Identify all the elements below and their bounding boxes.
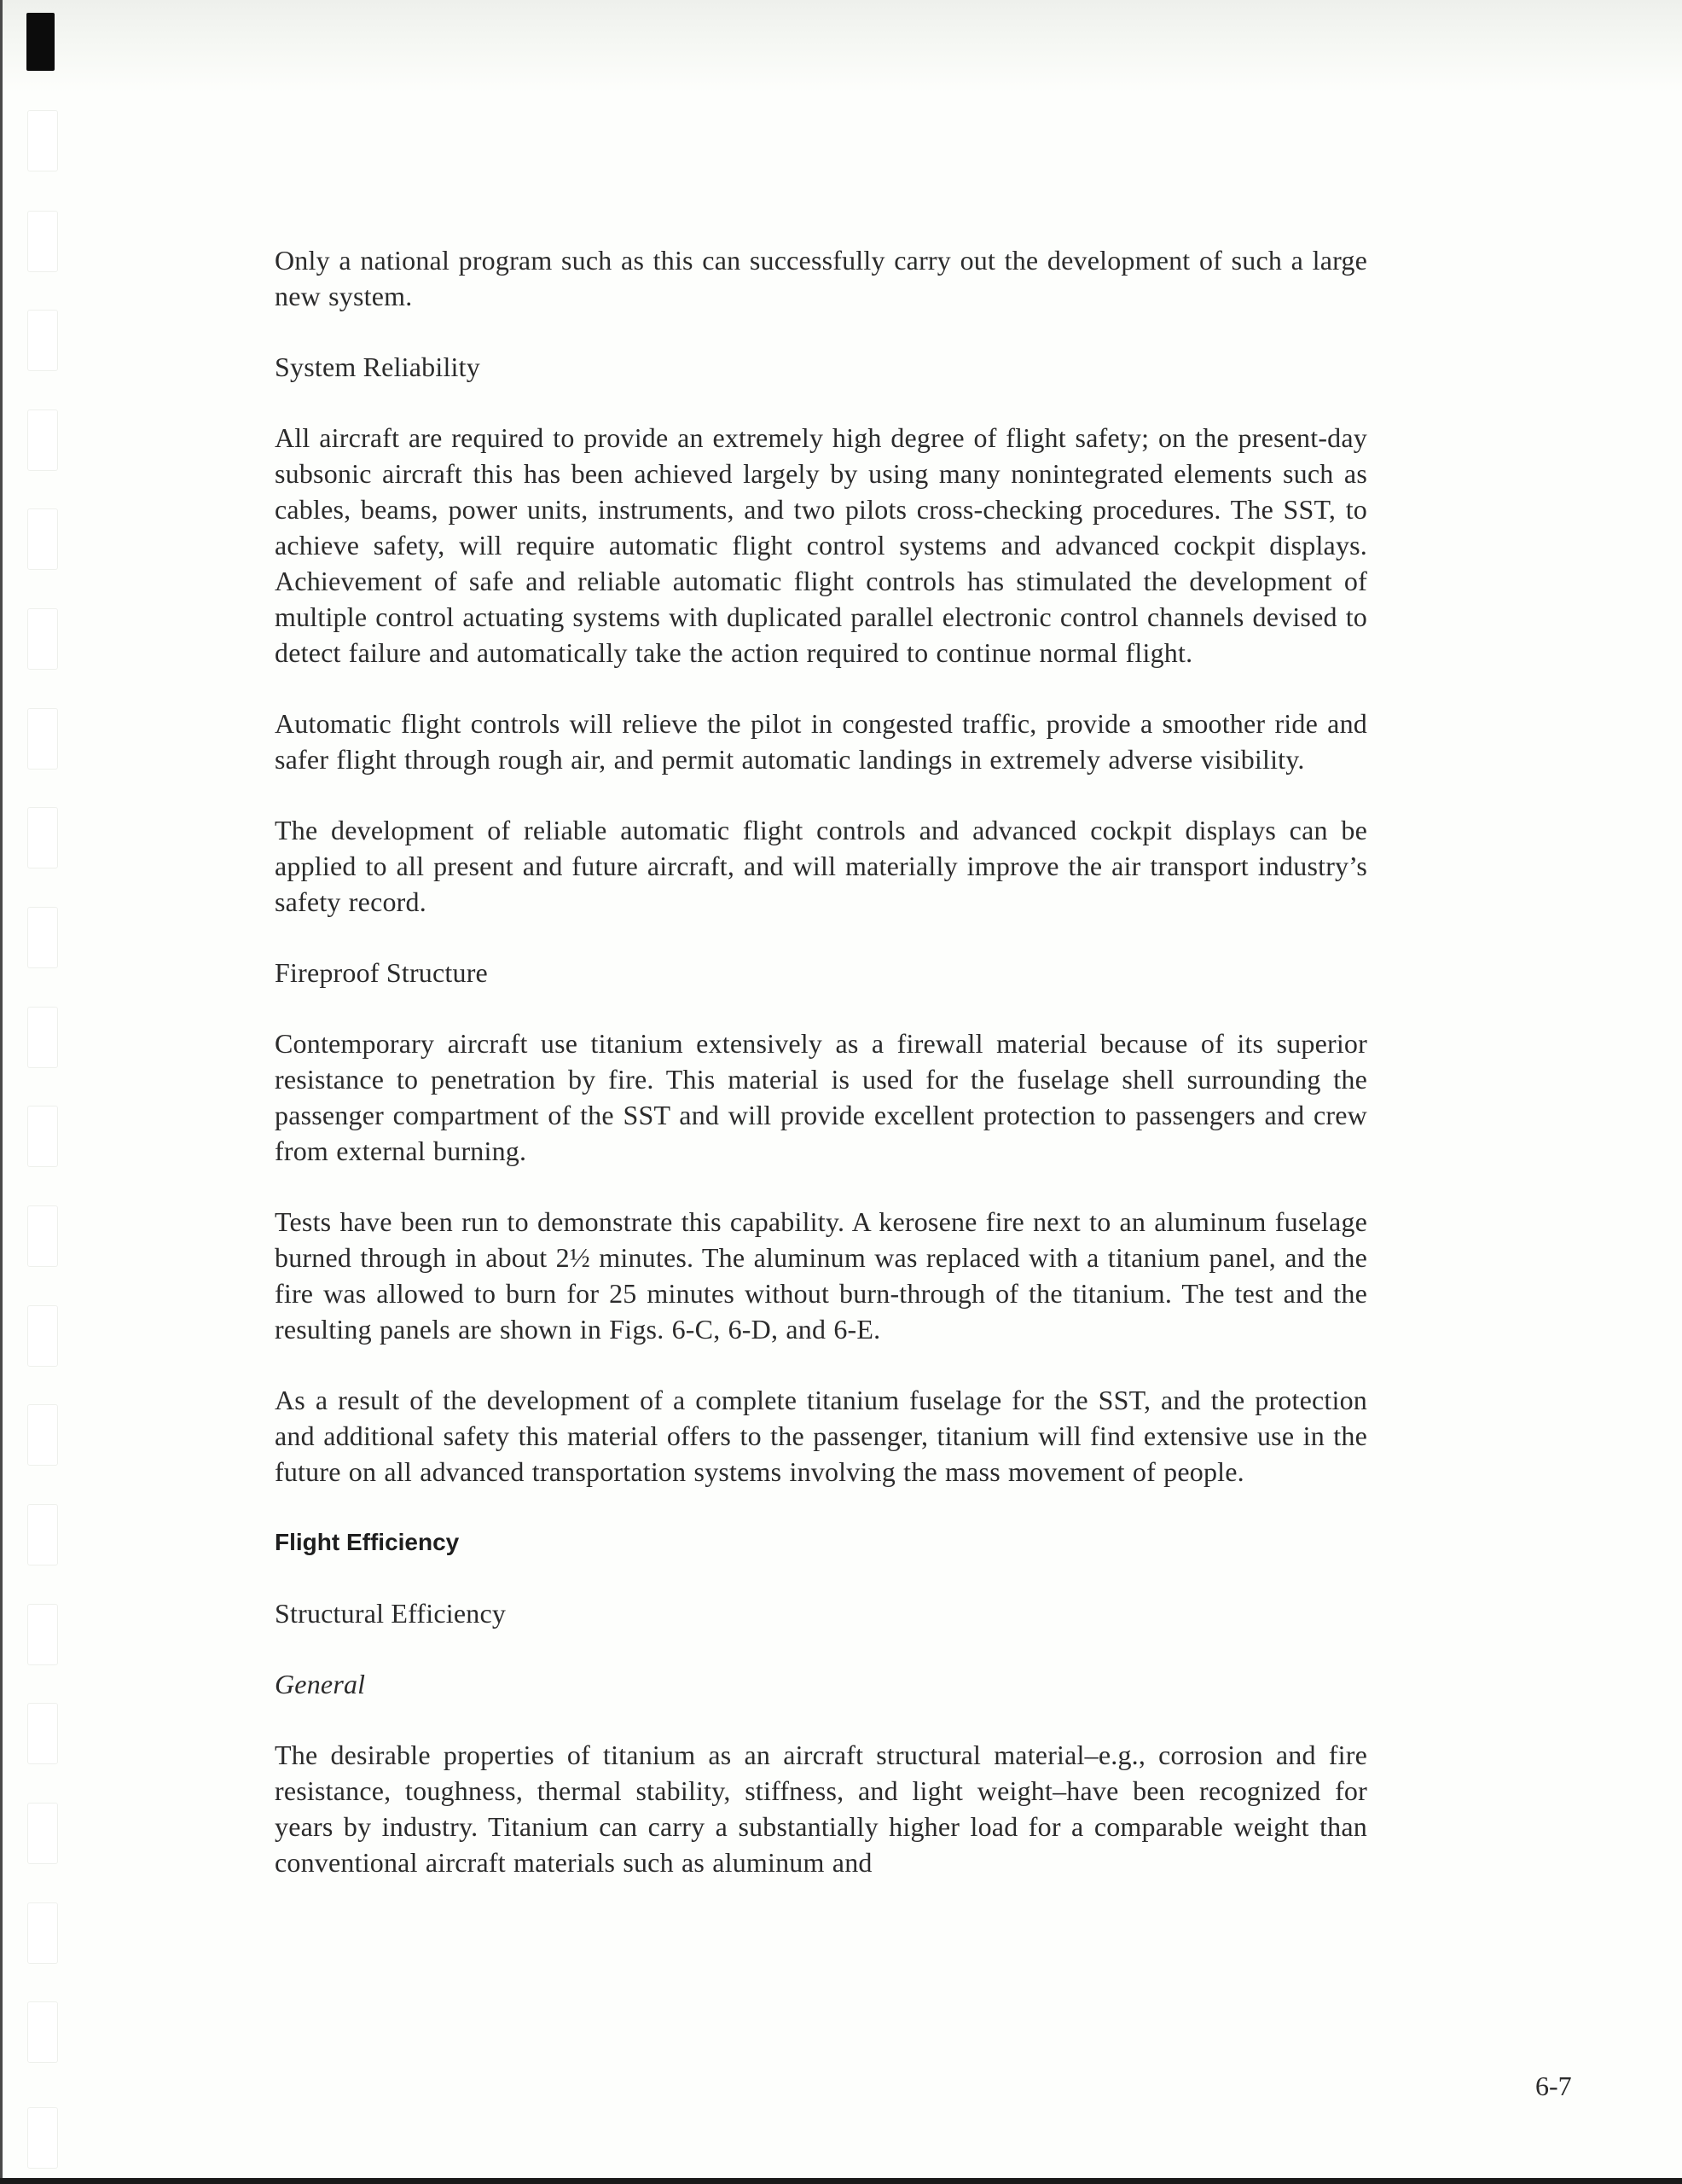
paragraph-flight-safety: All aircraft are required to provide an extremely high degree of flight safety; on the present-day subsonic aircraft this has been achieved largely by using many nonintegrated elements such as cables, beams, power units, instruments, and two pilots cross-checking procedures. The SST, to achieve safety, will require automatic flight control systems and advanced cockpit displays. Achievement of safe and reliable automatic flight controls has stimulated the development of multiple control actuating systems with duplicated parallel electronic control channels devised to detect failure and automatically take the action required to continue normal flight.: [275, 422, 1367, 668]
punch-hole: [27, 1205, 58, 1267]
punch-hole: [27, 1504, 58, 1565]
section-heading-flight-efficiency: Flight Efficiency: [275, 1529, 460, 1555]
punch-hole: [27, 410, 58, 471]
punch-hole: [27, 1902, 58, 1964]
punch-hole: [27, 110, 58, 171]
paragraph-safety-record: The development of reliable automatic flight controls and advanced cockpit displays can be applied to all present and future aircraft, and will materially improve the air transport industry’s safety record.: [275, 815, 1367, 917]
page-number: 6-7: [1535, 2071, 1572, 2101]
punch-hole: [27, 1106, 58, 1167]
paragraph-titanium-properties: The desirable properties of titanium as an aircraft structural material–e.g., corrosion and fire resistance, toughness, thermal stability, stiffness, and light weight–have been recognized for years by industry. Titanium can carry a substantially higher load for a comparable weight than conventional aircraft materials such as aluminum and: [275, 1740, 1367, 1878]
paragraph-titanium-future-use: As a result of the development of a complete titanium fuselage for the SST, and the protection and additional safety this material offers to the passenger, titanium will find extensive use in the future on all advanced transportation systems involving the mass movement of people.: [275, 1385, 1367, 1487]
punch-hole: [27, 1703, 58, 1764]
subheading-structural-efficiency: Structural Efficiency: [275, 1598, 507, 1629]
punch-hole: [27, 1305, 58, 1367]
paragraph-national-program: Only a national program such as this can successfully carry out the development of such a large new system.: [275, 245, 1367, 311]
subheading-system-reliability: System Reliability: [275, 351, 480, 382]
punch-hole: [27, 1404, 58, 1466]
punch-hole: [27, 907, 58, 968]
punch-hole: [27, 1604, 58, 1665]
punch-hole: [27, 1803, 58, 1864]
paragraph-titanium-firewall: Contemporary aircraft use titanium extensively as a firewall material because of its superior resistance to penetration by fire. This material is used for the fuselage shell surrounding the passenger compartment of the SST and will provide excellent protection to passengers and crew from external burning.: [275, 1028, 1367, 1166]
scan-bottom-edge: [0, 2178, 1682, 2184]
scan-left-edge: [0, 0, 3, 2184]
paragraph-fire-tests: Tests have been run to demonstrate this capability. A kerosene fire next to an aluminum fuselage burned through in about 2½ minutes. The aluminum was replaced with a titanium panel, and the fire was allowed to burn for 25 minutes without burn-through of the titanium. The test and the resulting panels are shown in Figs. 6-C, 6-D, and 6-E.: [275, 1206, 1367, 1345]
punch-hole: [27, 608, 58, 670]
page-body: [275, 242, 1367, 1915]
punch-hole: [27, 2001, 58, 2063]
punch-hole: [27, 708, 58, 770]
black-tab-marker: [26, 13, 55, 71]
punch-hole: [27, 310, 58, 371]
paragraph-automatic-flight-controls: Automatic flight controls will relieve the pilot in congested traffic, provide a smoother ride and safer flight through rough air, and permit automatic landings in extremely adverse visibility.: [275, 708, 1367, 775]
punch-hole: [27, 211, 58, 272]
punch-hole: [27, 1007, 58, 1068]
punch-hole: [27, 2107, 58, 2169]
punch-hole: [27, 508, 58, 570]
subheading-fireproof-structure: Fireproof Structure: [275, 957, 488, 988]
punch-hole: [27, 807, 58, 868]
scan-top-shading: [0, 0, 1682, 94]
subheading-general: General: [275, 1669, 366, 1699]
